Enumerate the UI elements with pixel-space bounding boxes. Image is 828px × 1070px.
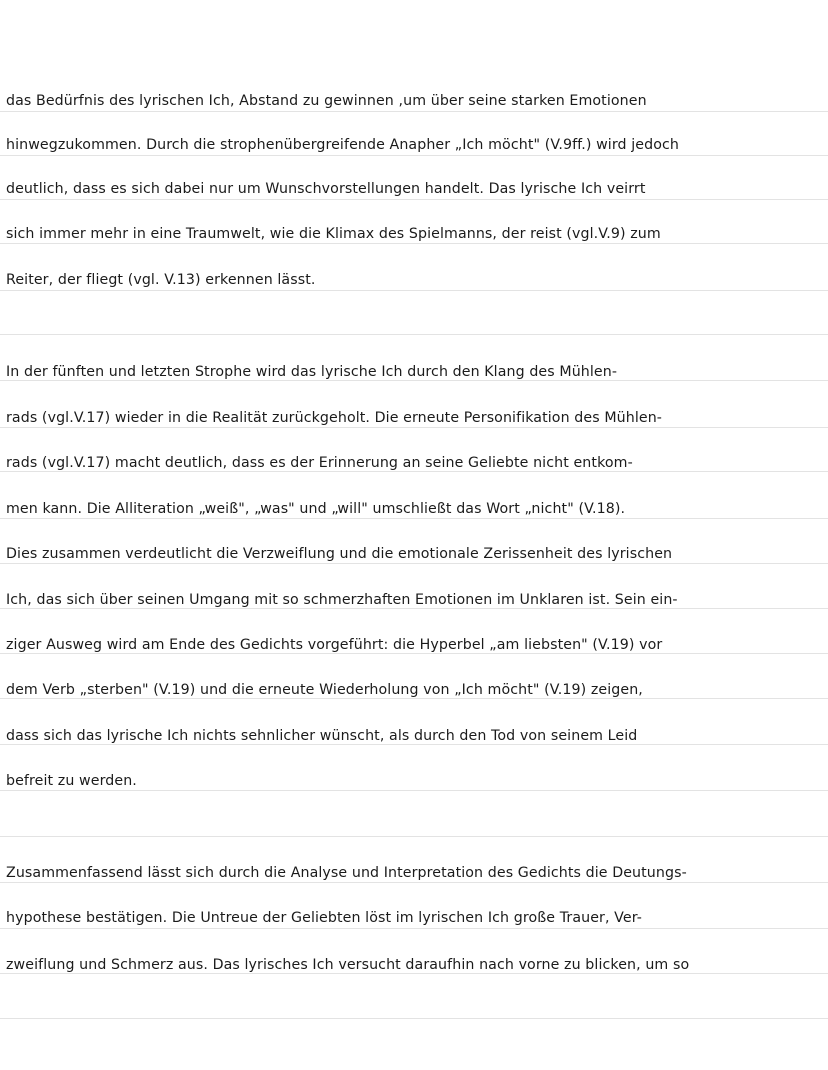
ruled-line <box>0 111 828 112</box>
text-line: Dies zusammen verdeutlicht die Verzweiflung und die emotionale Zerissenheit des lyrischen <box>6 546 673 562</box>
ruled-line <box>0 155 828 156</box>
text-line: Zusammenfassend lässt sich durch die Analyse und Interpretation des Gedichts die Deutungs- <box>6 865 687 881</box>
text-line: hinwegzukommen. Durch die strophenübergreifende Anapher „Ich möcht" (V.9ff.) wird jedoch <box>6 137 679 153</box>
ruled-line <box>0 1018 828 1019</box>
text-line: dem Verb „sterben" (V.19) und die erneute Wiederholung von „Ich möcht" (V.19) zeigen, <box>6 682 643 698</box>
text-line: deutlich, dass es sich dabei nur um Wunschvorstellungen handelt. Das lyrische Ich veirrt <box>6 181 646 197</box>
text-line: In der fünften und letzten Strophe wird das lyrische Ich durch den Klang des Mühlen- <box>6 364 618 380</box>
text-line: rads (vgl.V.17) macht deutlich, dass es der Erinnerung an seine Geliebte nicht entkom- <box>6 455 633 471</box>
text-line: befreit zu werden. <box>6 773 137 789</box>
text-line: zweiflung und Schmerz aus. Das lyrisches Ich versucht daraufhin nach vorne zu blicken, um so <box>6 957 690 973</box>
ruled-line <box>0 199 828 200</box>
ruled-line <box>0 290 828 291</box>
text-line: ziger Ausweg wird am Ende des Gedichts vorgeführt: die Hyperbel „am liebsten" (V.19) vor <box>6 637 663 653</box>
text-line: hypothese bestätigen. Die Untreue der Geliebten löst im lyrischen Ich große Trauer, Ver- <box>6 910 642 926</box>
text-line: dass sich das lyrische Ich nichts sehnlicher wünscht, als durch den Tod von seinem Leid <box>6 728 638 744</box>
text-line: rads (vgl.V.17) wieder in die Realität zurückgeholt. Die erneute Personifikation des Mühlen- <box>6 410 663 426</box>
ruled-line <box>0 836 828 837</box>
text-line: men kann. Die Alliteration „weiß", „was" und „will" umschließt das Wort „nicht" (V.18). <box>6 501 626 517</box>
text-line: sich immer mehr in eine Traumwelt, wie die Klimax des Spielmanns, der reist (vgl.V.9) zum <box>6 226 661 242</box>
text-line: das Bedürfnis des lyrischen Ich, Abstand zu gewinnen ,um über seine starken Emotionen <box>6 93 647 109</box>
ruled-line <box>0 928 828 929</box>
ruled-line <box>0 334 828 335</box>
text-line: Reiter, der fliegt (vgl. V.13) erkennen lässt. <box>6 272 316 288</box>
text-line: Ich, das sich über seinen Umgang mit so schmerzhaften Emotionen im Unklaren ist. Sein ein- <box>6 592 678 608</box>
